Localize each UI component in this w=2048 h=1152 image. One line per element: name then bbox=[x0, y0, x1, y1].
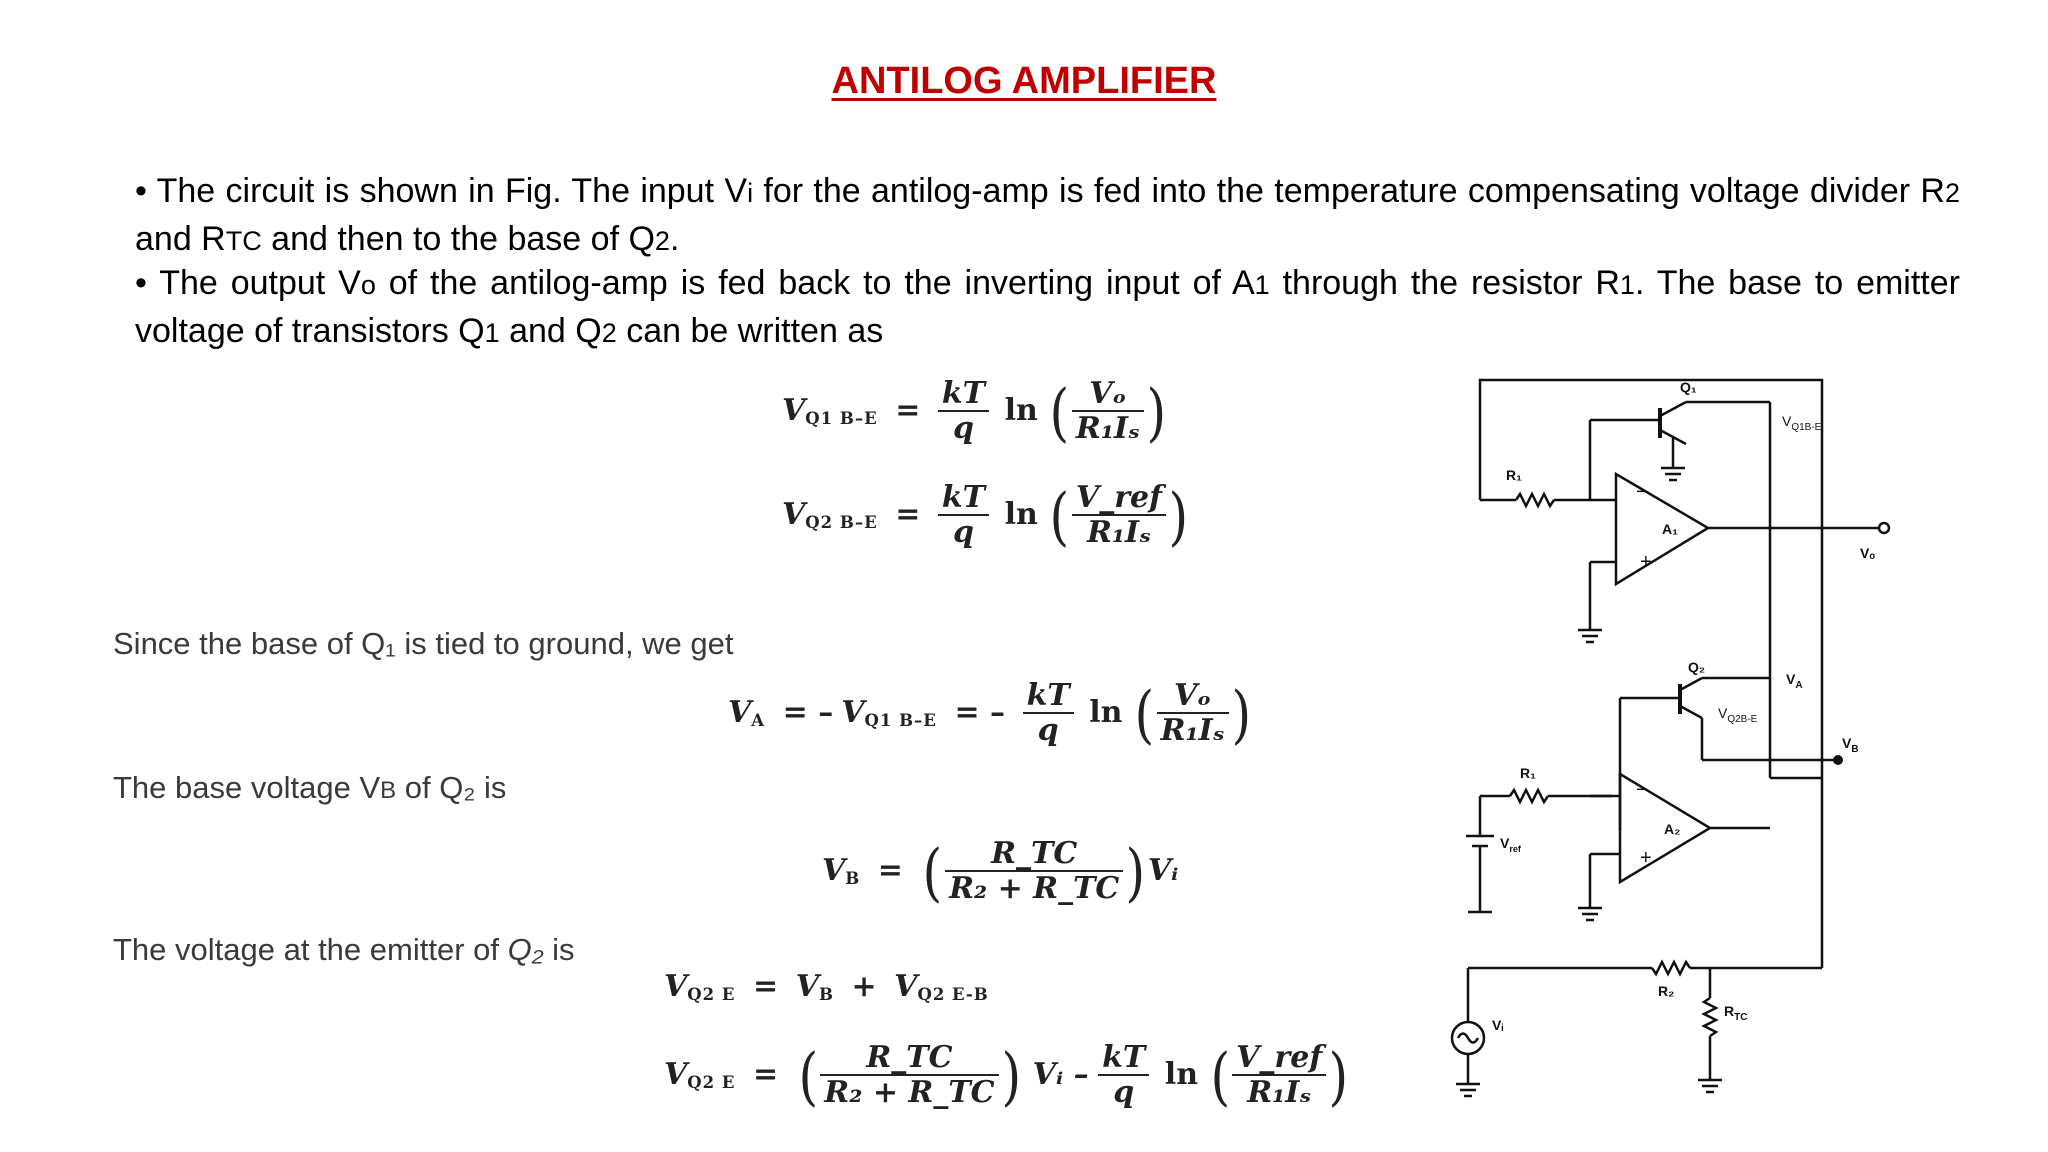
eq-denominator: q bbox=[952, 514, 974, 550]
label-vi: Vᵢ bbox=[1492, 1017, 1504, 1033]
bullet-text: through the resistor R bbox=[1269, 264, 1620, 302]
eq-symbol: V bbox=[841, 695, 865, 730]
bullet-text: . The base to emitter voltage of transistors Q bbox=[135, 264, 1960, 350]
bullet-subscript: 1 bbox=[484, 318, 500, 348]
eq-symbol: V bbox=[664, 1057, 688, 1092]
eq-denominator: R₂ + R_TC bbox=[949, 870, 1120, 906]
equation-vq2-be: $V_{Q2 B-E}$ = $\frac{kT}{q}$ ln ( $\frac{\text{V\_ref}}{\text{R₁Iₛ}}$ ) bbox=[782, 479, 1189, 553]
eq-operator: = bbox=[877, 853, 903, 888]
label-r1-bottom: R₁ bbox=[1520, 765, 1536, 781]
bullet-subscript: o bbox=[360, 270, 376, 300]
eq-denominator: R₁Iₛ bbox=[1075, 410, 1140, 446]
emitter-text: The voltage at the emitter of Q₂ is bbox=[113, 932, 575, 967]
label-r1-top: R₁ bbox=[1506, 467, 1522, 483]
eq-numerator: Vₒ bbox=[1072, 378, 1144, 412]
eq-operator: = bbox=[753, 1057, 779, 1092]
label-q1: Q₁ bbox=[1680, 379, 1697, 395]
bullet-subscript: 2 bbox=[654, 226, 670, 256]
eq-numerator: kT bbox=[1098, 1042, 1149, 1076]
bullet-text: can be written as bbox=[616, 312, 884, 350]
bullet-subscript: 2 bbox=[601, 318, 617, 348]
bullet-paragraph-1 bbox=[135, 168, 1960, 264]
eq-subscript: Q2 E-B bbox=[917, 985, 989, 1005]
eq-denominator: q bbox=[1037, 712, 1059, 748]
eq-subscript: Q2 E bbox=[687, 1073, 736, 1093]
eq-numerator: V_ref bbox=[1232, 1042, 1326, 1076]
eq-function: ln bbox=[1089, 695, 1123, 730]
eq-symbol: V bbox=[894, 969, 918, 1004]
eq-subscript: B bbox=[818, 985, 834, 1005]
slide-title: ANTILOG AMPLIFIER bbox=[831, 60, 1217, 102]
eq-symbol: V bbox=[782, 393, 806, 428]
bullet-subscript: 2 bbox=[1944, 178, 1960, 208]
eq-subscript: B bbox=[845, 869, 861, 889]
eq-denominator: R₁Iₛ bbox=[1247, 1074, 1312, 1110]
bullet-paragraph-2 bbox=[135, 260, 1960, 356]
eq-denominator: q bbox=[952, 410, 974, 446]
eq-symbol: V bbox=[822, 853, 846, 888]
eq-operator: + bbox=[851, 969, 877, 1004]
bullet-text: . bbox=[669, 220, 680, 258]
eq-subscript: A bbox=[751, 711, 766, 731]
eq-symbol: V bbox=[795, 969, 819, 1004]
label-a1-plus: + bbox=[1640, 551, 1652, 573]
eq-function: ln bbox=[1004, 497, 1038, 532]
label-vo: Vₒ bbox=[1860, 545, 1876, 561]
eq-numerator: R_TC bbox=[820, 1042, 998, 1076]
bullet-text: for the antilog-amp is fed into the temperature compensating voltage divider R bbox=[753, 172, 1945, 210]
bullet-subscript: i bbox=[747, 178, 754, 208]
rtc-resistor bbox=[1704, 998, 1716, 1036]
bullet-text: of the antilog-amp is fed back to the inverting input of A bbox=[375, 264, 1255, 302]
eq-subscript: Q1 B–E bbox=[805, 409, 878, 429]
eq-numerator: kT bbox=[938, 482, 989, 516]
equation-vq1-be: $V_{Q1 B-E}$ = $\frac{kT}{q}$ ln ( $\frac{\text{Vₒ}}{\text{R₁Iₛ}}$ ) bbox=[782, 375, 1167, 449]
bullet-marker: • bbox=[135, 172, 147, 210]
label-a1: A₁ bbox=[1662, 521, 1678, 537]
eq-subscript: Q2 B–E bbox=[805, 513, 878, 533]
label-vb: $V_B$ bbox=[1842, 735, 1859, 755]
eq-function: ln bbox=[1164, 1057, 1199, 1092]
eq-operator: = bbox=[753, 969, 779, 1004]
bullet-marker: • bbox=[135, 264, 147, 302]
equation-va: $V_A$ = – $V_{Q1 B-E}$ = – $\frac{kT}{q}$ ln ( $\frac{\text{Vₒ}}{\text{R₁Iₛ}}$ ) bbox=[728, 677, 1251, 751]
eq-operator: = bbox=[895, 497, 921, 532]
bullet-text: The output V bbox=[146, 264, 361, 302]
eq-numerator: Vₒ bbox=[1157, 680, 1229, 714]
label-vq1be: $V_{Q1B-E}$ bbox=[1782, 413, 1822, 433]
base-voltage-text: The base voltage VB of Q₂ is bbox=[113, 770, 507, 805]
bullet-text: and R bbox=[135, 220, 226, 258]
label-a2-minus: − bbox=[1636, 779, 1648, 801]
bullet-subscript: TC bbox=[225, 226, 262, 256]
equation-vb: $V_B$ = ( $\frac{R\_TC}{\text{R₂ + R\_TC}}$ )Vᵢ bbox=[822, 835, 1179, 909]
label-va: $V_A$ bbox=[1786, 671, 1803, 691]
since-text: Since the base of Q₁ is tied to ground, we get bbox=[113, 626, 734, 661]
label-r2: R₂ bbox=[1658, 983, 1675, 999]
eq-operator: = – bbox=[954, 695, 1006, 730]
bullet-text: and then to the base of Q bbox=[261, 220, 655, 258]
label-rtc: $R_{TC}$ bbox=[1724, 1003, 1748, 1023]
bullet-subscript: 1 bbox=[1619, 270, 1635, 300]
eq-denominator: R₁Iₛ bbox=[1160, 712, 1225, 748]
bullet-text: and Q bbox=[499, 312, 602, 350]
eq-denominator: R₂ + R_TC bbox=[824, 1074, 995, 1110]
eq-symbol: Vᵢ bbox=[1147, 853, 1179, 888]
label-vq2be: $V_{Q2B-E}$ bbox=[1718, 705, 1758, 725]
bullet-text: The circuit is shown in Fig. The input V bbox=[146, 172, 748, 210]
eq-subscript: Q2 E bbox=[687, 985, 736, 1005]
eq-subscript: Q1 B–E bbox=[864, 711, 937, 731]
label-vref: $V_{ref}$ bbox=[1500, 835, 1521, 854]
equation-vq2-e-full: $V_{Q2 E}$ = ( $\frac{R\_TC}{\text{R₂ + R\_TC}}$ ) Vᵢ – $\frac{kT}{q}$ ln ( $\frac{\text{V\_ref}}{\text{R₁Iₛ}}$ ) bbox=[664, 1039, 1349, 1113]
eq-numerator: kT bbox=[938, 378, 989, 412]
eq-symbol: V bbox=[782, 497, 806, 532]
label-a2: A₂ bbox=[1664, 821, 1681, 837]
equation-vq2-e-sum bbox=[664, 969, 989, 1005]
eq-numerator: R_TC bbox=[945, 838, 1123, 872]
eq-function: ln bbox=[1004, 393, 1038, 428]
eq-operator: = bbox=[895, 393, 921, 428]
label-q2: Q₂ bbox=[1688, 659, 1706, 675]
eq-denominator: q bbox=[1113, 1074, 1135, 1110]
eq-numerator: kT bbox=[1023, 680, 1074, 714]
label-a1-minus: − bbox=[1636, 481, 1648, 503]
eq-operator: = – bbox=[782, 695, 834, 730]
bullet-subscript: 1 bbox=[1254, 270, 1270, 300]
eq-denominator: R₁Iₛ bbox=[1086, 514, 1151, 550]
antilog-amplifier-circuit bbox=[1440, 368, 1900, 1128]
r1-top-resistor bbox=[1516, 494, 1554, 506]
r2-resistor bbox=[1652, 962, 1690, 974]
eq-numerator: V_ref bbox=[1072, 482, 1166, 516]
eq-symbol: V bbox=[728, 695, 752, 730]
eq-symbol: Vᵢ – bbox=[1032, 1057, 1089, 1092]
eq-symbol: V bbox=[664, 969, 688, 1004]
r1-bottom-resistor bbox=[1510, 790, 1548, 802]
label-a2-plus: + bbox=[1640, 847, 1652, 869]
